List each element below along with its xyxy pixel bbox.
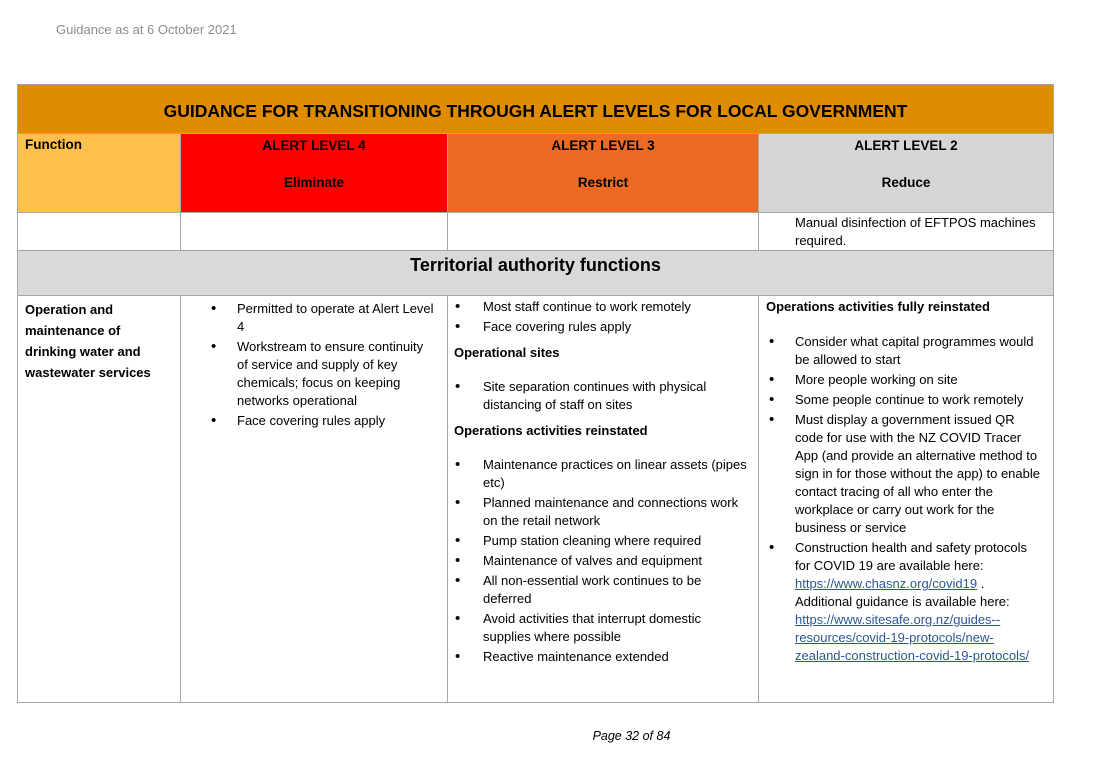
sitesafe-link[interactable]: https://www.sitesafe.org.nz/guides--resources/covid-19-protocols/new-zealand-construction-covid-19-protocols/ (795, 612, 1030, 663)
level2-cell (759, 296, 1054, 703)
level3-intro-list (483, 298, 748, 336)
function-name: Operation and maintenance of drinking water and wastewater services (25, 302, 151, 380)
list-item: • Must display a government issued QR code for use with the NZ COVID Tracer App (and provide an alternative method to sign in for those without the app) to enable contact tracing of all who enter the workplace or carry out work for the business or service (795, 411, 1043, 537)
header-level3-goal: Restrict (577, 175, 629, 190)
header-level2-name: ALERT LEVEL 2 (854, 138, 958, 153)
list-item: • Planned maintenance and connections work on the retail network (483, 494, 748, 530)
list-item: • Most staff continue to work remotely (483, 298, 748, 316)
function-cell (18, 296, 181, 703)
list-item: • Consider what capital programmes would be allowed to start (795, 333, 1043, 369)
header-level4-name: ALERT LEVEL 4 (262, 138, 366, 153)
level3-sites-list (483, 378, 748, 414)
header-level4-goal: Eliminate (283, 175, 345, 190)
protocols-text: Construction health and safety protocols for COVID 19 are available here: (795, 540, 1027, 573)
list-item: • All non-essential work continues to be deferred (483, 572, 748, 608)
list-item: • Workstream to ensure continuity of service and supply of key chemicals; focus on keeping networks operational (237, 338, 437, 410)
list-item: • Maintenance of valves and equipment (483, 552, 748, 570)
additional-guidance-text: . Additional guidance is available here: (795, 576, 1010, 609)
list-item: • Maintenance practices on linear assets (pipes etc) (483, 456, 748, 492)
level3-cell (448, 296, 759, 703)
page-number: Page 32 of 84 (592, 729, 671, 743)
table-title: GUIDANCE FOR TRANSITIONING THROUGH ALERT LEVELS FOR LOCAL GOVERNMENT (18, 85, 1054, 134)
header-function (18, 134, 181, 213)
list-item: • More people working on site (795, 371, 1043, 389)
header-alert-level-3 (448, 134, 759, 213)
operations-reinstated-heading: Operations activities reinstated (454, 423, 648, 438)
list-item: • Avoid activities that interrupt domestic supplies where possible (483, 610, 748, 646)
list-item: • Permitted to operate at Alert Level 4 (237, 300, 437, 336)
list-item-protocols (795, 539, 1043, 665)
level2-list (795, 333, 1043, 665)
header-function-label: Function (25, 137, 82, 152)
guidance-table (17, 84, 1054, 703)
level4-cell (181, 296, 448, 703)
level3-ops-list (483, 456, 748, 666)
list-item: • Pump station cleaning where required (483, 532, 748, 550)
level4-list (237, 300, 437, 430)
continued-cell-level3 (448, 213, 759, 251)
list-item: • Some people continue to work remotely (795, 391, 1043, 409)
header-level3-name: ALERT LEVEL 3 (551, 138, 655, 153)
header-alert-level-2 (759, 134, 1054, 213)
chasnz-link[interactable]: https://www.chasnz.org/covid19 (795, 576, 978, 591)
continued-text: Manual disinfection of EFTPOS machines required. (795, 215, 1036, 248)
header-alert-level-4 (181, 134, 448, 213)
continued-cell-level2 (759, 213, 1054, 251)
list-item: • Reactive maintenance extended (483, 648, 748, 666)
header-level2-goal: Reduce (881, 175, 931, 190)
list-item: • Face covering rules apply (237, 412, 437, 430)
operational-sites-heading: Operational sites (454, 345, 560, 360)
section-title: Territorial authority functions (410, 255, 661, 275)
operations-fully-reinstated-heading: Operations activities fully reinstated (766, 299, 990, 314)
header-note: Guidance as at 6 October 2021 (56, 22, 237, 37)
list-item: • Site separation continues with physical distancing of staff on sites (483, 378, 748, 414)
section-heading (18, 251, 1054, 296)
continued-cell-function (18, 213, 181, 251)
continued-cell-level4 (181, 213, 448, 251)
list-item: • Face covering rules apply (483, 318, 748, 336)
